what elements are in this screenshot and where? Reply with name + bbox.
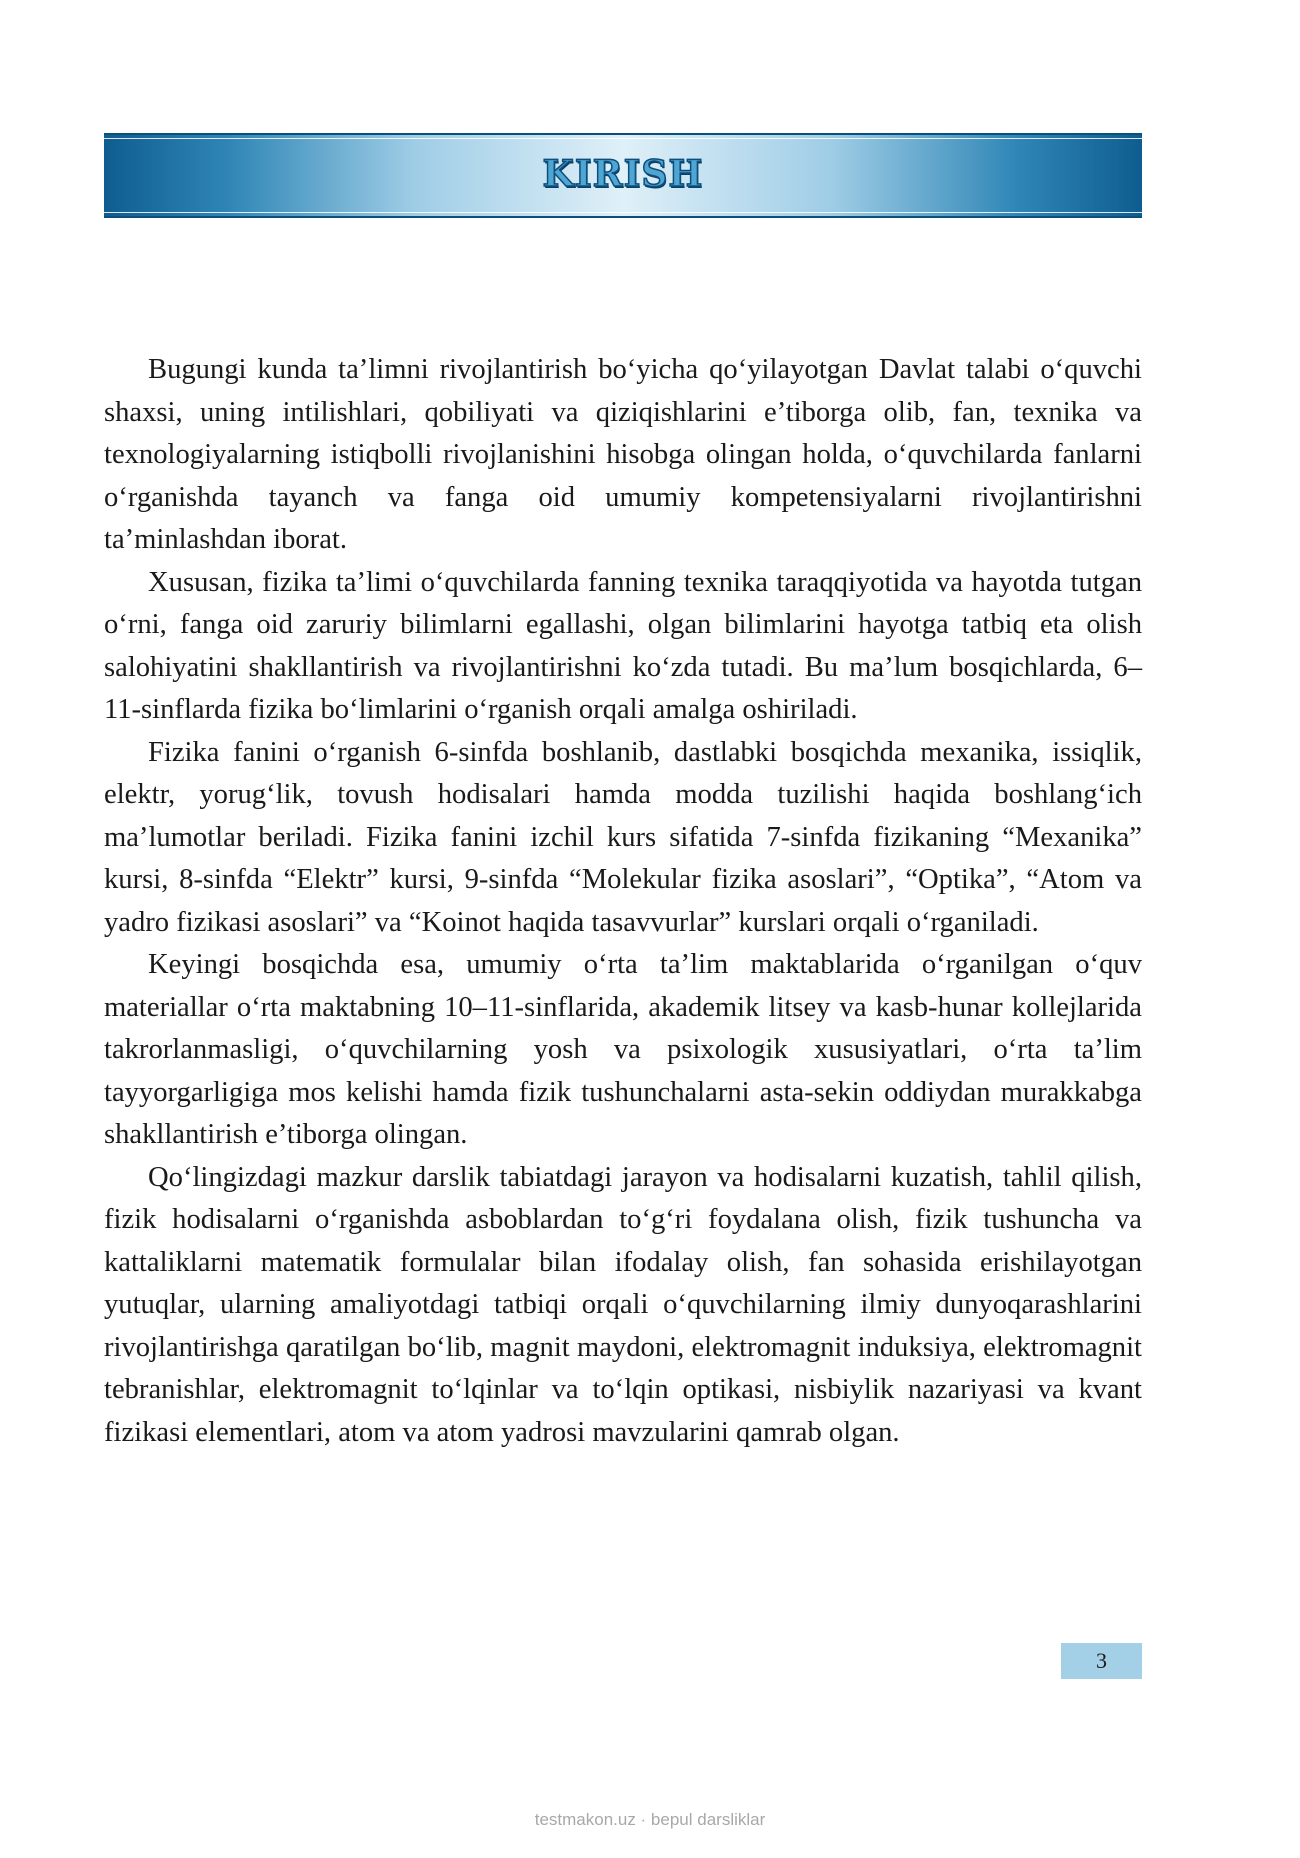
paragraph: Xususan, fizika ta’limi o‘quvchilarda fanning texnika taraqqiyotida va hayotda tutgan o‘rni, fanga oid zaruriy bilimlarni egallashi, olgan bilimlarini hayotga tatbiq eta olish salohiyatini shakllantirish va rivojlantirishni ko‘zda tutadi. Bu ma’lum bosqichlarda, 6–11-sinflarda fizika bo‘limlarini o‘rganish orqali amalga oshiriladi. bbox=[104, 566, 1142, 725]
watermark-text: testmakon.uz · bepul darsliklar bbox=[534, 1810, 766, 1829]
chapter-title: KIRISH bbox=[542, 153, 704, 195]
page-number: 3 bbox=[1061, 1643, 1142, 1679]
paragraph: Keyingi bosqichda esa, umumiy o‘rta ta’lim maktablarida o‘rganilgan o‘quv materiallar o‘rta maktabning 10–11-sinflarida, akademik litsey va kasb-hunar kollejlarida takrorlanmasligi, o‘quvchilarning yosh va psixologik xususiyatlari, o‘rta ta’lim tayyorgarligiga mos kelishi hamda fizik tushunchalarni asta-sekin oddiydan murakkabga shakllantirish e’tiborga olingan. bbox=[104, 949, 1142, 1150]
intro-text-body bbox=[104, 349, 1142, 1454]
paragraph: Bugungi kunda ta’limni rivojlantirish bo‘yicha qo‘yilayotgan Davlat talabi o‘quvchi shaxsi, uning intilishlari, qobiliyati va qiziqishlarini e’tiborga olib, fan, texnika va texnologiyalarning istiqbolli rivojlanishini hisobga olingan holda, o‘quvchilarda fanlarni o‘rganishda tayanch va fanga oid umumiy kompetensiyalarni rivojlantirishni ta’minlashdan iborat. bbox=[104, 354, 1142, 555]
paragraph: Fizika fanini o‘rganish 6-sinfda boshlanib, dastlabki bosqichda mexanika, issiqlik, elektr, yorug‘lik, tovush hodisalari hamda modda tuzilishi haqida boshlang‘ich ma’lumotlar beriladi. Fizika fanini izchil kurs sifatida 7-sinfda fizikaning “Mexanika” kursi, 8-sinfda “Elektr” kursi, 9-sinfda “Molekular fizika asoslari”, “Optika”, “Atom va yadro fizikasi asoslari” va “Koinot haqida tasavvurlar” kurslari orqali o‘rganiladi. bbox=[104, 736, 1142, 938]
chapter-header-banner bbox=[104, 133, 1142, 218]
paragraph: Qo‘lingizdagi mazkur darslik tabiatdagi jarayon va hodisalarni kuzatish, tahlil qilish, fizik hodisalarni o‘rganishda asboblardan to‘g‘ri foydalana olish, fizik tushuncha va kattaliklarni matematik formulalar bilan ifodalay olish, fan sohasida erishilayotgan yutuqlar, ularning amaliyotdagi tatbiqi orqali o‘quvchilarning ilmiy dunyoqarashlarini rivojlantirishga qaratilgan bo‘lib, magnit maydoni, elektromagnit induksiya, elektromagnit tebranishlar, elektromagnit to‘lqinlar va to‘lqin optikasi, nisbiylik nazariyasi va kvant fizikasi elementlari, atom va atom yadrosi mavzularini qamrab olgan. bbox=[104, 1161, 1142, 1448]
